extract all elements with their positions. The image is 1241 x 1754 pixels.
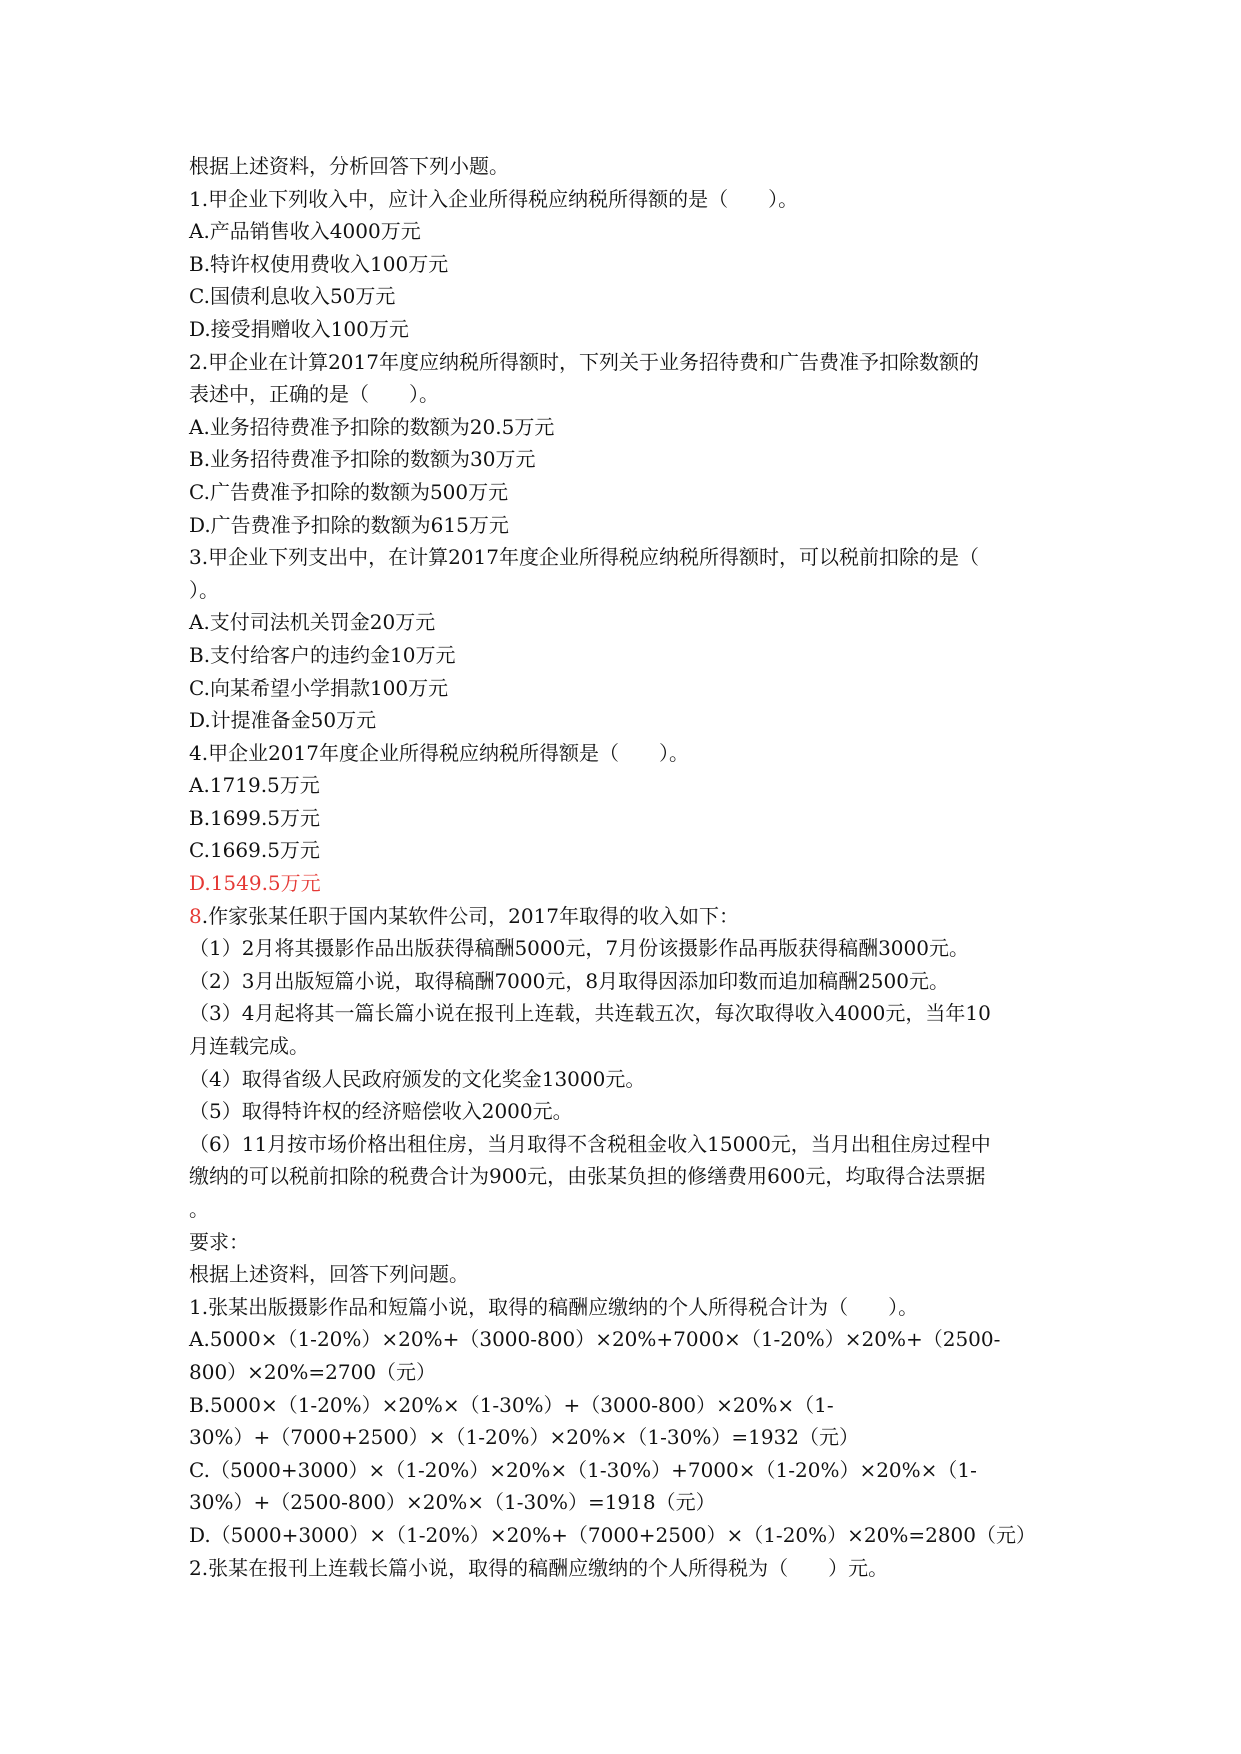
q3-option-d: D.计提准备金50万元 xyxy=(189,708,377,733)
s2-q2-stem: 2.张某在报刊上连载长篇小说，取得的稿酬应缴纳的个人所得税为（ ）元。 xyxy=(189,1555,889,1580)
q4-option-c: C.1669.5万元 xyxy=(189,838,320,863)
q1-option-b: B.特许权使用费收入100万元 xyxy=(189,251,449,276)
q3-option-b: B.支付给客户的违约金10万元 xyxy=(189,642,456,667)
question-number: 8 xyxy=(189,903,202,928)
s2-q1-option-d: D.（5000+3000）×（1-20%）×20%+（7000+2500）×（1-20%）×20%=2800（元） xyxy=(189,1522,1037,1547)
income-item-6-line3: 。 xyxy=(189,1197,209,1221)
q4-option-a: A.1719.5万元 xyxy=(189,773,320,798)
q2-stem-line1: 2.甲企业在计算2017年度应纳税所得额时，下列关于业务招待费和广告费准予扣除数额的 xyxy=(189,349,979,374)
s2-q1-option-a-line2: 800）×20%=2700（元） xyxy=(189,1359,437,1384)
s2-q1-option-c-line1: C.（5000+3000）×（1-20%）×20%×（1-30%）+7000×（1-20%）×20%×（1- xyxy=(189,1457,977,1482)
s2-q1-option-c-line2: 30%）+（2500-800）×20%×（1-30%）=1918（元） xyxy=(189,1490,716,1515)
document-page xyxy=(189,150,1069,1584)
q2-option-d: D.广告费准予扣除的数额为615万元 xyxy=(189,512,509,537)
q4-option-d-highlighted: D.1549.5万元 xyxy=(189,871,321,896)
income-item-1: （1）2月将其摄影作品出版获得稿酬5000元，7月份该摄影作品再版获得稿酬3000元。 xyxy=(189,936,969,961)
requirement-label: 要求： xyxy=(189,1229,249,1254)
income-item-2: （2）3月出版短篇小说，取得稿酬7000元，8月取得因添加印数而追加稿酬2500元。 xyxy=(189,968,949,993)
q3-stem-line1: 3.甲企业下列支出中，在计算2017年度企业所得税应纳税所得额时，可以税前扣除的是（ xyxy=(189,545,979,570)
q4-stem: 4.甲企业2017年度企业所得税应纳税所得额是（ ）。 xyxy=(189,740,689,765)
section1-intro: 根据上述资料，分析回答下列小题。 xyxy=(189,154,509,178)
q1-option-c: C.国债利息收入50万元 xyxy=(189,284,396,309)
q3-stem-line2: ）。 xyxy=(189,577,219,602)
s2-q1-option-b-line1: B.5000×（1-20%）×20%×（1-30%）+（3000-800）×20%×（1- xyxy=(189,1392,834,1417)
s2-q1-stem: 1.张某出版摄影作品和短篇小说，取得的稿酬应缴纳的个人所得税合计为（ ）。 xyxy=(189,1294,919,1319)
q1-option-a: A.产品销售收入4000万元 xyxy=(189,219,421,244)
q3-option-c: C.向某希望小学捐款100万元 xyxy=(189,675,449,700)
income-item-5: （5）取得特许权的经济赔偿收入2000元。 xyxy=(189,1099,573,1124)
income-item-3-line1: （3）4月起将其一篇长篇小说在报刊上连载，共连载五次，每次取得收入4000元，当年10 xyxy=(189,1001,991,1026)
section2-intro: 根据上述资料，回答下列问题。 xyxy=(189,1262,469,1287)
section2-header xyxy=(189,900,1069,933)
q1-stem: 1.甲企业下列收入中，应计入企业所得税应纳税所得额的是（ ）。 xyxy=(189,186,799,211)
q2-option-b: B.业务招待费准予扣除的数额为30万元 xyxy=(189,447,536,472)
q2-stem-line2: 表述中，正确的是（ ）。 xyxy=(189,382,439,407)
income-item-4: （4）取得省级人民政府颁发的文化奖金13000元。 xyxy=(189,1066,646,1091)
s2-q1-option-b-line2: 30%）+（7000+2500）×（1-20%）×20%×（1-30%）=1932（元） xyxy=(189,1425,860,1450)
q4-option-b: B.1699.5万元 xyxy=(189,805,321,830)
q2-option-c: C.广告费准予扣除的数额为500万元 xyxy=(189,479,509,504)
income-item-3-line2: 月连载完成。 xyxy=(189,1034,309,1059)
q1-option-d: D.接受捐赠收入100万元 xyxy=(189,316,409,341)
q2-option-a: A.业务招待费准予扣除的数额为20.5万元 xyxy=(189,414,555,439)
q3-option-a: A.支付司法机关罚金20万元 xyxy=(189,610,436,635)
income-item-6-line2: 缴纳的可以税前扣除的税费合计为900元，由张某负担的修缮费用600元，均取得合法票据 xyxy=(189,1164,986,1189)
section2-header-text: .作家张某任职于国内某软件公司，2017年取得的收入如下： xyxy=(201,903,739,928)
income-item-6-line1: （6）11月按市场价格出租住房，当月取得不含税租金收入15000元，当月出租住房过程中 xyxy=(189,1131,991,1156)
s2-q1-option-a-line1: A.5000×（1-20%）×20%+（3000-800）×20%+7000×（1-20%）×20%+（2500- xyxy=(189,1327,1001,1352)
